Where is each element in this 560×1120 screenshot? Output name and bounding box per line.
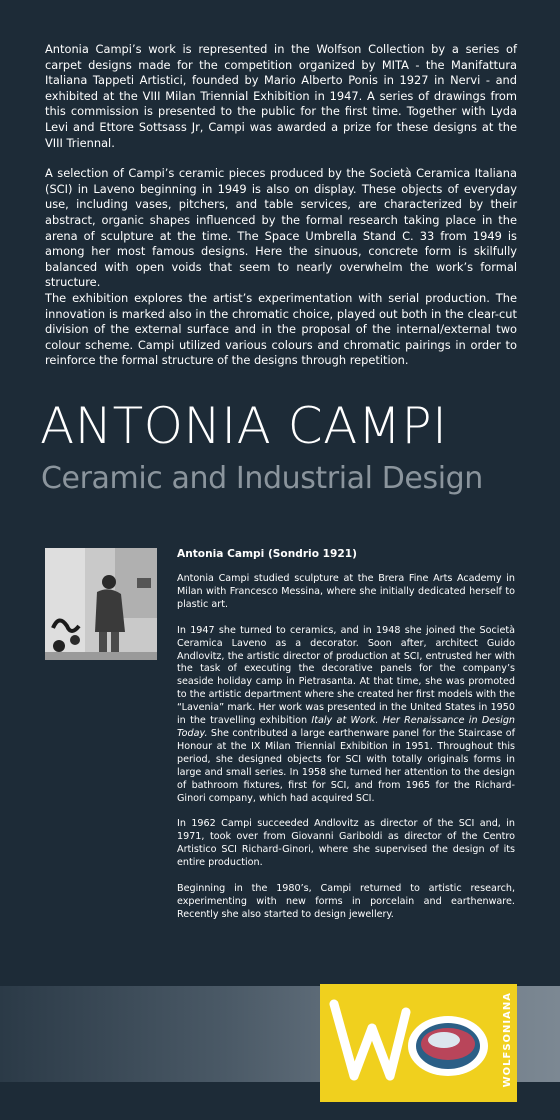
artist-biography	[177, 548, 515, 935]
bio-heading: Antonia Campi (Sondrio 1921)	[177, 548, 357, 560]
logo-wordmark: WOLFSONIANA	[502, 992, 513, 1088]
exhibition-title: ANTONIA CAMPI	[40, 397, 448, 455]
bio-paragraph-2	[177, 625, 515, 806]
wolfsoniana-logo	[320, 984, 517, 1102]
artist-photo-image	[45, 548, 157, 660]
intro-paragraph-2: A selection of Campi’s ceramic pieces produced by the Società Ceramica Italiana (SCI) in Laveno beginning in 1949 is also on display. These objects of everyday use, including vases, pitchers, and table services, are characterized by their abstract, organic shapes influenced by the formal research taking place in the arena of sculpture at the time. The Space Umbrella Stand C. 33 from 1949 is among her most famous designs. Here the sinuous, concrete form is skilfully balanced with open voids that seem to nearly overwhelm the work’s formal structure.	[45, 166, 517, 290]
intro-paragraph-1: Antonia Campi’s work is represented in the Wolfson Collection by a series of carpet designs made for the competition organized by MITA - the Manifattura Italiana Tappeti Artistici, founded by Mario Alberto Ponis in 1927 in Nervi - and exhibited at the VIII Milan Triennial Exhibition in 1947. A series of drawings from this commission is presented to the public for the first time. Together with Lyda Levi and Ettore Sottsass Jr, Campi was awarded a prize for these designs at the VIII Triennal.	[45, 42, 517, 150]
bio-paragraph-2-start: In 1947 she turned to ceramics, and in 1948 she joined the Società Ceramica Laveno as a decorator. Soon after, architect Guido Andlovitz, the artistic director of production at SCI, entrusted her with the task of executing the decorative panels for the company’s seaside holiday camp in Pietrasanta. At that time, she was promoted to the artistic department where she created her first models with the “Lavenia” mark. Her work was presented in the United States in 1950 in the travelling exhibition	[177, 624, 515, 727]
bio-paragraph-4: Beginning in the 1980’s, Campi returned to artistic research, experimenting with new forms in porcelain and earthenware. Recently she also started to design jewellery.	[177, 883, 515, 920]
logo-mark-icon	[320, 984, 517, 1102]
bio-paragraph-2-end: She contributed a large earthenware panel for the Staircase of Honour at the IX Milan Triennial Exhibition in 1951. Throughout this period, she designed objects for SCI with totally originals forms in large and small series. In 1958 she turned her attention to the design of bathroom fixtures, first for SCI, and from 1965 for the Richard-Ginori company, which had acquired SCI.	[177, 727, 515, 804]
intro-paragraph-3: The exhibition explores the artist’s experimentation with serial production. The innovation is marked also in the chromatic choice, played out both in the clear-cut division of the external surface and in the proposal of the internal/external two colour scheme. Campi utilized various colours and chromatic pairings in order to reinforce the formal structure of the designs through repetition.	[45, 290, 517, 368]
bio-paragraph-1: Antonia Campi studied sculpture at the Brera Fine Arts Academy in Milan with Francesco Messina, where she initially dedicated herself to plastic art.	[177, 573, 515, 610]
exhibition-name: Italy at Work. Her Renaissance in Design Today.	[177, 715, 515, 739]
intro-text	[45, 42, 517, 369]
artist-photo	[45, 548, 157, 660]
bio-paragraph-3: In 1962 Campi succeeded Andlovitz as director of the SCI and, in 1971, took over from Giovanni Gariboldi as director of the Centro Artistico SCI Richard-Ginori, where she supervised the design of its entire production.	[177, 818, 515, 869]
exhibition-subtitle: Ceramic and Industrial Design	[41, 461, 483, 496]
